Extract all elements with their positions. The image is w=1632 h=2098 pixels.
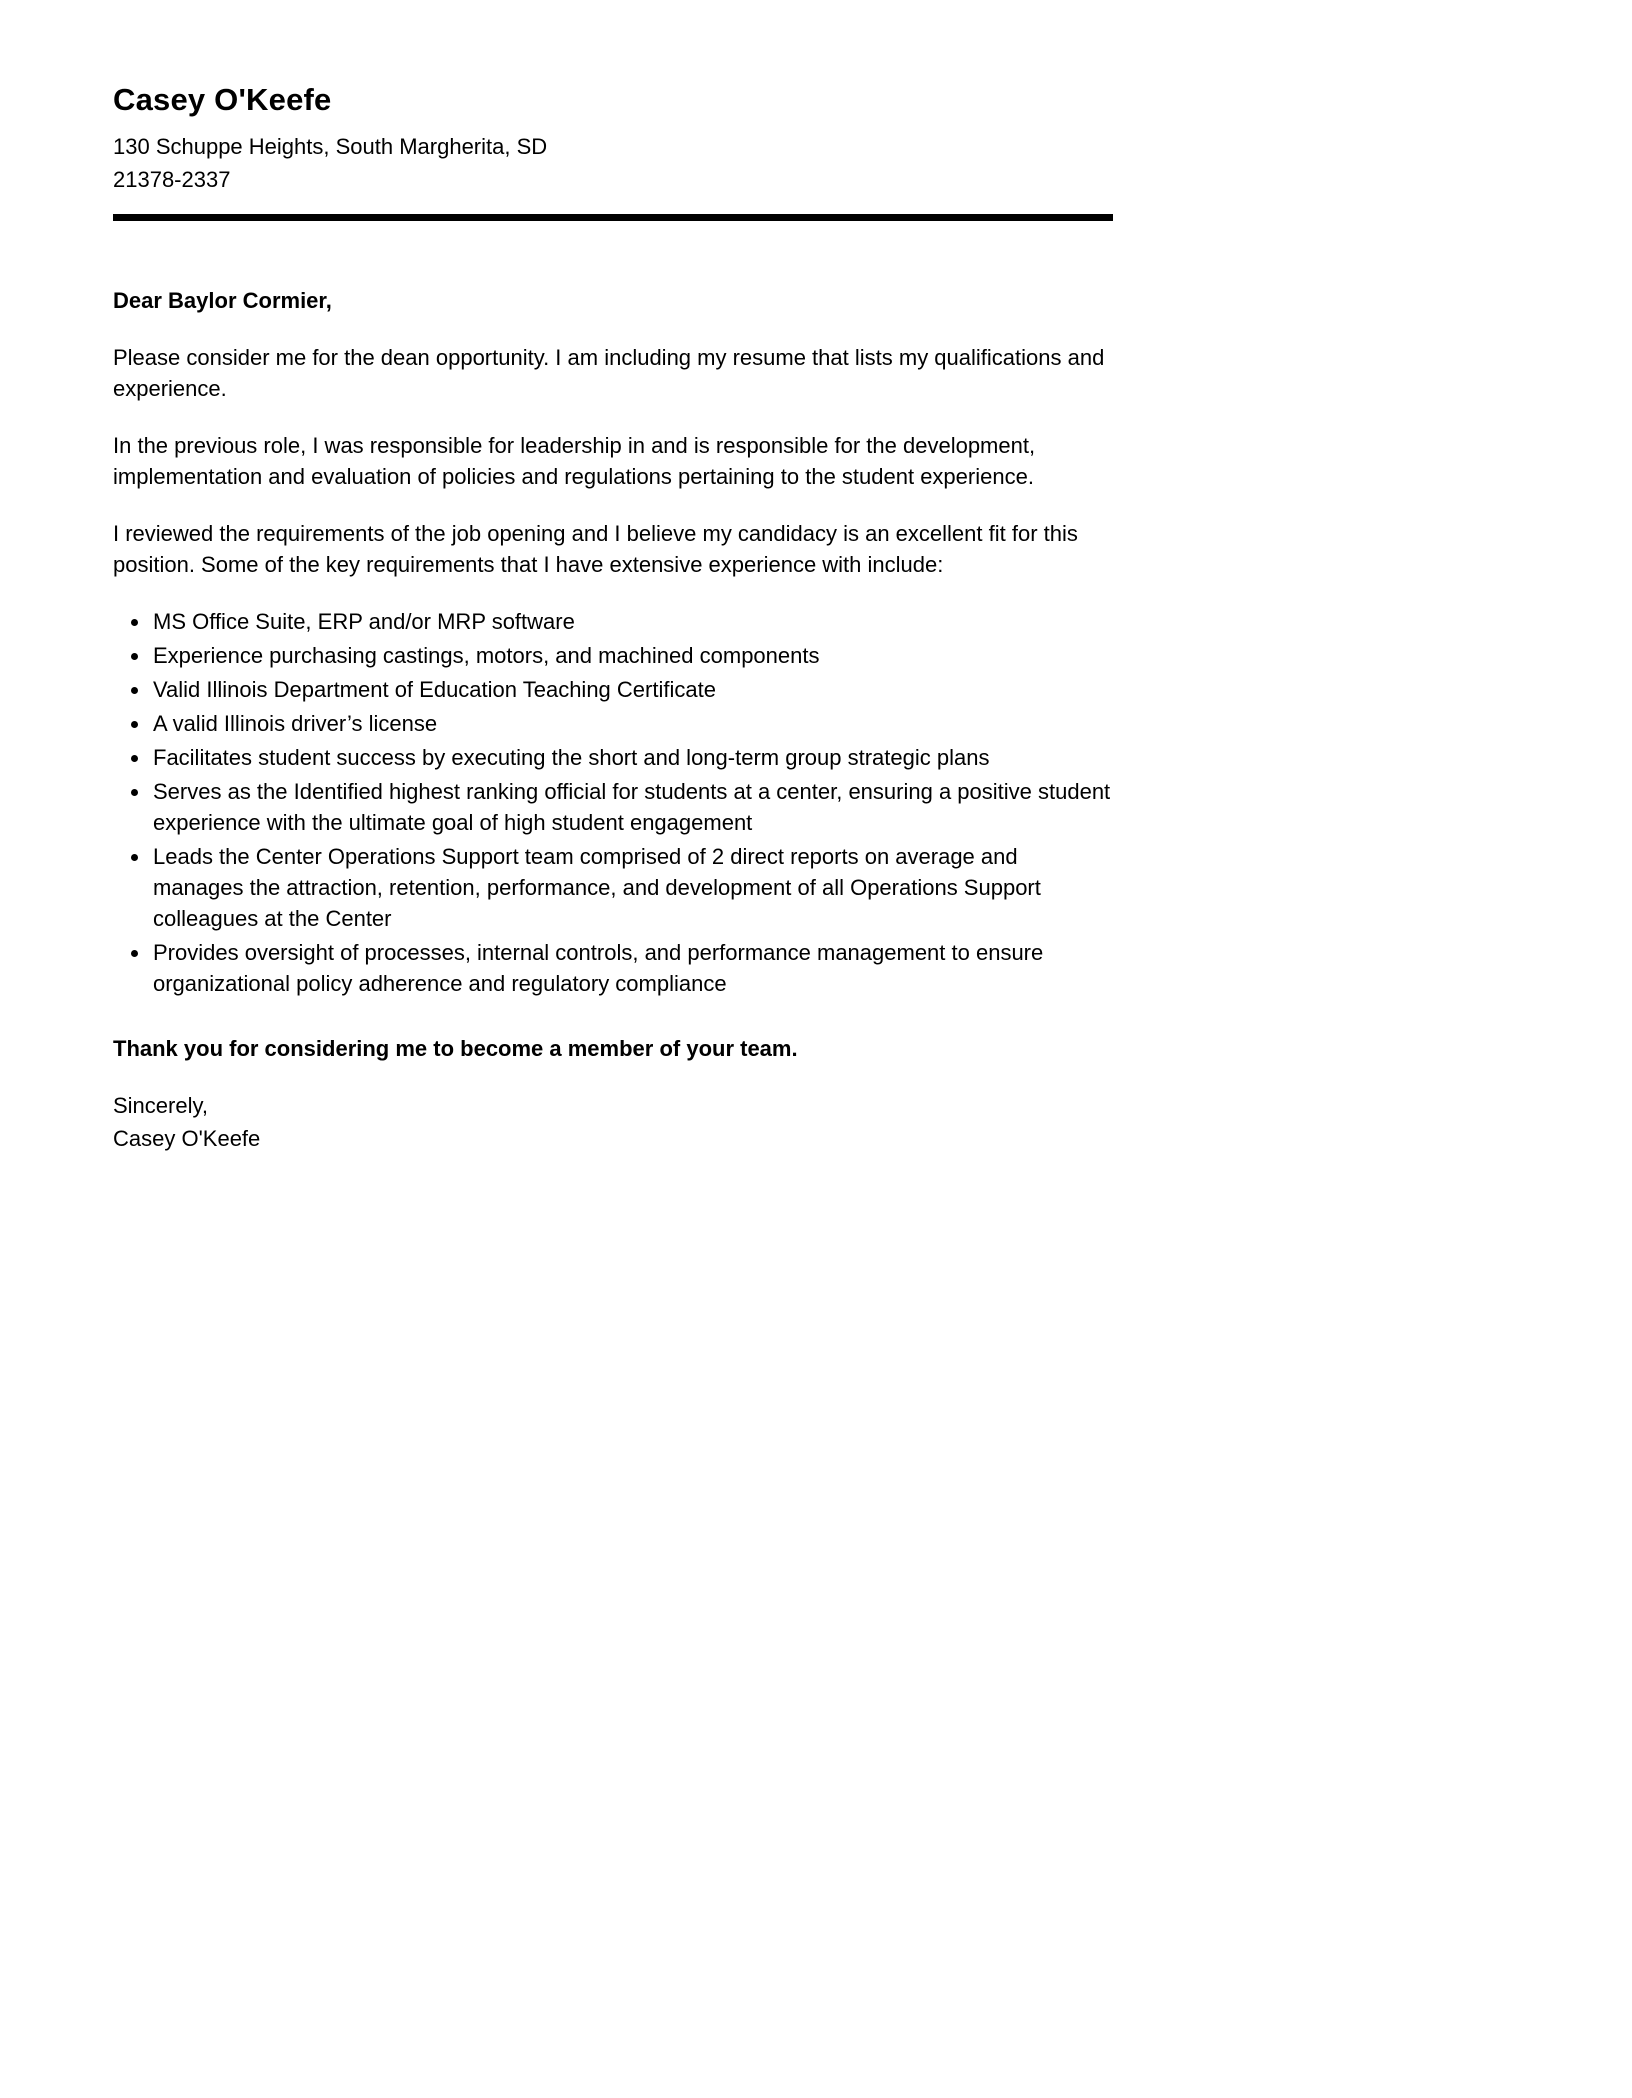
header-divider — [113, 214, 1113, 221]
requirements-list — [113, 606, 1113, 999]
requirement-item: • Provides oversight of processes, internal controls, and performance management to ensure organizational policy adherence and regulatory compliance — [151, 937, 1113, 999]
closing-statement: Thank you for considering me to become a member of your team. — [113, 1036, 798, 1061]
salutation: Dear Baylor Cormier, — [113, 288, 332, 313]
letter-content — [113, 82, 1113, 1154]
sender-name: Casey O'Keefe — [113, 82, 332, 117]
paragraph-previous-role: In the previous role, I was responsible for leadership in and is responsible for the development, implementation and evaluation of policies and regulations pertaining to the student experience. — [113, 433, 1036, 489]
requirement-item: • Leads the Center Operations Support team comprised of 2 direct reports on average and manages the attraction, retention, performance, and development of all Operations Support colleagues at the Center — [151, 841, 1113, 934]
paragraph-requirements-lead-in: I reviewed the requirements of the job opening and I believe my candidacy is an excellent fit for this position. Some of the key requirements that I have extensive experience with include: — [113, 521, 1078, 577]
signoff: Sincerely, — [113, 1093, 208, 1118]
requirement-item: • Serves as the Identified highest ranking official for students at a center, ensuring a positive student experience with the ultimate goal of high student engagement — [151, 776, 1113, 838]
sender-address-line1: 130 Schuppe Heights, South Margherita, SD — [113, 134, 548, 159]
requirement-item: • Facilitates student success by executing the short and long-term group strategic plans — [151, 742, 1113, 773]
requirement-item: • Experience purchasing castings, motors, and machined components — [151, 640, 1113, 671]
letter-body — [113, 285, 1113, 1154]
sender-address-line2: 21378-2337 — [113, 167, 231, 192]
signature-name: Casey O'Keefe — [113, 1126, 261, 1151]
requirement-item: • Valid Illinois Department of Education Teaching Certificate — [151, 674, 1113, 705]
requirement-item: • MS Office Suite, ERP and/or MRP software — [151, 606, 1113, 637]
paragraph-intro: Please consider me for the dean opportunity. I am including my resume that lists my qualifications and experience. — [113, 345, 1105, 401]
letter-header — [113, 82, 1113, 221]
requirement-item: • A valid Illinois driver’s license — [151, 708, 1113, 739]
